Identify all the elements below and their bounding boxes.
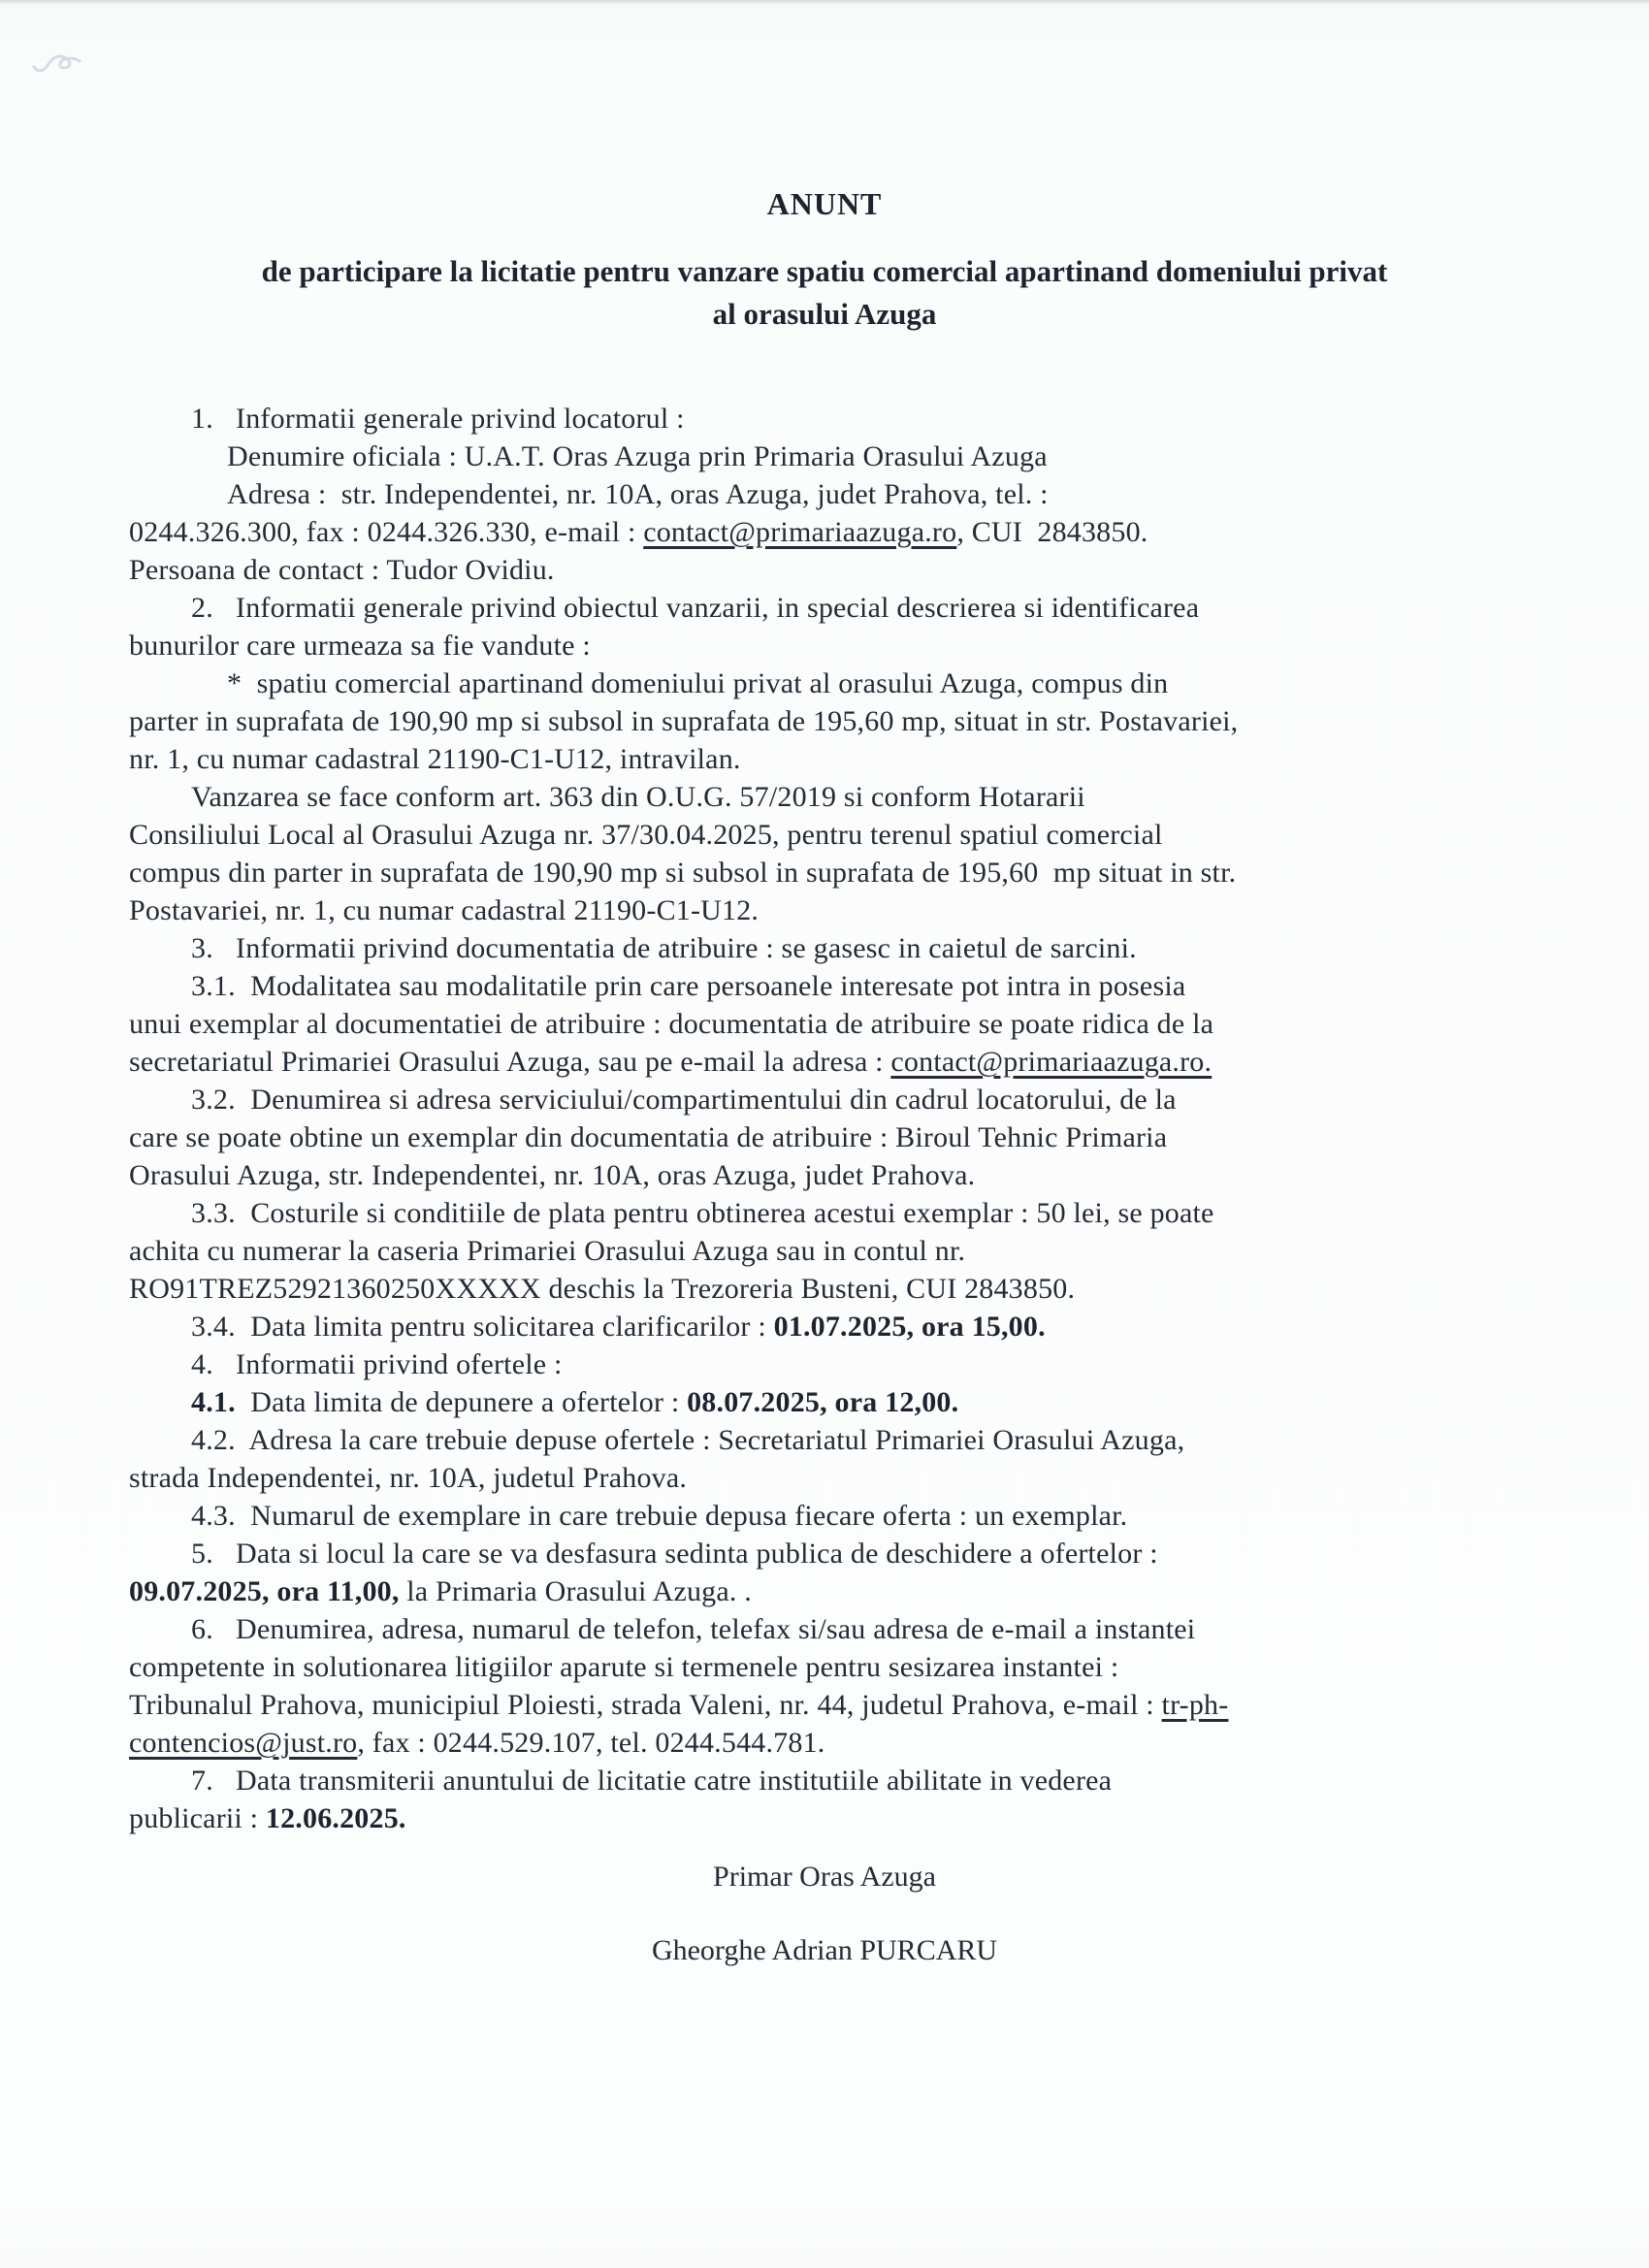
underlined-text-segment: contact@primariaazuga.ro.	[890, 1046, 1212, 1078]
text-segment: 3.3. Costurile si conditiile de plata pentru obtinerea acestui exemplar : 50 lei, se poate	[191, 1197, 1214, 1229]
text-line	[129, 1686, 1536, 1724]
text-segment: bunurilor care urmeaza sa fie vandute :	[129, 630, 591, 662]
text-segment: strada Independentei, nr. 10A, judetul Prahova.	[129, 1462, 688, 1494]
scan-top-edge-artifact	[0, 0, 1649, 5]
text-line	[129, 967, 1536, 1005]
text-line	[129, 513, 1536, 551]
text-segment: 7. Data transmiterii anuntului de licitatie catre institutiile abilitate in vederea	[191, 1765, 1113, 1797]
text-line	[129, 1194, 1536, 1232]
text-segment: RO91TREZ52921360250XXXXX deschis la Trezoreria Busteni, CUI 2843850.	[129, 1273, 1076, 1305]
text-line	[129, 437, 1536, 475]
text-segment: publicarii :	[129, 1802, 266, 1834]
text-segment: nr. 1, cu numar cadastral 21190-C1-U12, intravilan.	[129, 743, 741, 775]
text-line	[129, 1232, 1536, 1270]
text-segment: 4.2. Adresa la care trebuie depuse ofertele : Secretariatul Primariei Orasului Azuga,	[191, 1424, 1185, 1456]
text-segment: Tribunalul Prahova, municipiul Ploiesti, strada Valeni, nr. 44, judetul Prahova, e-mail :	[129, 1689, 1162, 1721]
text-line	[129, 1270, 1536, 1308]
text-segment: Data limita de depunere a ofertelor :	[235, 1386, 688, 1418]
underlined-text-segment: tr-ph-	[1161, 1689, 1229, 1721]
signature-role-line: Primar Oras Azuga	[713, 1861, 936, 1893]
underlined-text-segment: contact@primariaazuga.ro	[643, 516, 957, 548]
text-segment: compus din parter in suprafata de 190,90 mp si subsol in suprafata de 195,60 mp situat in str.	[129, 857, 1237, 889]
text-line	[129, 740, 1536, 778]
text-segment: , fax : 0244.529.107, tel. 0244.544.781.	[357, 1727, 825, 1759]
text-segment: unui exemplar al documentatiei de atribuire : documentatia de atribuire se poate ridica de la	[129, 1008, 1214, 1040]
text-segment: 12.06.2025.	[265, 1802, 406, 1834]
text-line	[129, 1043, 1536, 1081]
underlined-text-segment: contencios@just.ro	[129, 1727, 358, 1759]
text-line	[129, 1156, 1536, 1194]
text-line	[129, 854, 1536, 891]
subtitle-line-1: de participare la licitatie pentru vanzare spatiu comercial apartinand domeniului privat	[261, 254, 1388, 288]
text-line	[129, 1497, 1536, 1535]
text-segment: care se poate obtine un exemplar din documentatia de atribuire : Biroul Tehnic Primaria	[129, 1121, 1168, 1153]
text-line	[129, 1005, 1536, 1043]
subtitle-line-2: al orasului Azuga	[712, 297, 937, 331]
text-line	[129, 1383, 1536, 1421]
document-title: ANUNT	[766, 186, 883, 221]
text-line	[129, 1724, 1536, 1762]
text-segment: 09.07.2025, ora 11,00,	[129, 1575, 400, 1607]
text-line	[129, 778, 1536, 816]
text-segment: * spatiu comercial apartinand domeniului privat al orasului Azuga, compus din	[227, 667, 1169, 699]
text-segment: Orasului Azuga, str. Independentei, nr. 10A, oras Azuga, judet Prahova.	[129, 1159, 976, 1191]
text-line	[129, 1762, 1536, 1799]
text-line	[129, 1572, 1536, 1610]
text-segment: 01.07.2025, ora 15,00.	[773, 1311, 1046, 1343]
text-line	[129, 1535, 1536, 1572]
text-line	[129, 929, 1536, 967]
text-line	[129, 551, 1536, 589]
text-line	[129, 664, 1536, 702]
signature-name-line: Gheorghe Adrian PURCARU	[651, 1934, 998, 1966]
text-segment: 0244.326.300, fax : 0244.326.330, e-mail :	[129, 516, 644, 548]
text-segment: , CUI 2843850.	[956, 516, 1148, 548]
text-segment: parter in suprafata de 190,90 mp si subsol in suprafata de 195,60 mp, situat in str. Postavariei,	[129, 705, 1239, 737]
text-segment: 4.3. Numarul de exemplare in care trebuie depusa fiecare oferta : un exemplar.	[191, 1500, 1128, 1532]
text-line	[129, 702, 1536, 740]
text-segment: 3. Informatii privind documentatia de atribuire : se gasesc in caietul de sarcini.	[191, 932, 1137, 964]
text-segment: 3.1. Modalitatea sau modalitatile prin care persoanele interesate pot intra in posesia	[191, 970, 1186, 1002]
text-line	[129, 1308, 1536, 1345]
text-line	[129, 1610, 1536, 1648]
text-segment: Vanzarea se face conform art. 363 din O.U.G. 57/2019 si conform Hotararii	[191, 781, 1085, 813]
text-line	[129, 1459, 1536, 1497]
text-segment: competente in solutionarea litigiilor aparute si termenele pentru sesizarea instantei :	[129, 1651, 1119, 1683]
text-segment: 3.2. Denumirea si adresa serviciului/compartimentului din cadrul locatorului, de la	[191, 1084, 1177, 1116]
pen-scribble-mark-icon	[31, 47, 83, 80]
text-segment: 08.07.2025, ora 12,00.	[687, 1386, 959, 1418]
text-segment: 4. Informatii privind ofertele :	[191, 1348, 563, 1380]
text-line	[129, 1081, 1536, 1118]
text-line	[129, 589, 1536, 627]
text-line	[129, 627, 1536, 664]
text-segment: Adresa : str. Independentei, nr. 10A, oras Azuga, judet Prahova, tel. :	[227, 478, 1049, 510]
text-segment: Persoana de contact : Tudor Ovidiu.	[129, 554, 555, 586]
text-line	[129, 891, 1536, 929]
text-segment: secretariatul Primariei Orasului Azuga, sau pe e-mail la adresa :	[129, 1046, 891, 1078]
text-segment: 2. Informatii generale privind obiectul vanzarii, in special descrierea si identificarea	[191, 592, 1200, 624]
text-line	[129, 1345, 1536, 1383]
text-segment: la Primaria Orasului Azuga. .	[399, 1575, 752, 1607]
document-body	[129, 400, 1536, 1837]
text-segment: 4.1.	[191, 1386, 236, 1418]
text-segment: 1. Informatii generale privind locatorul :	[191, 403, 685, 435]
text-line	[129, 1648, 1536, 1686]
text-segment: achita cu numerar la caseria Primariei Orasului Azuga sau in contul nr.	[129, 1235, 966, 1267]
text-segment: 5. Data si locul la care se va desfasura sedinta publica de deschidere a ofertelor :	[191, 1538, 1158, 1570]
text-segment: 6. Denumirea, adresa, numarul de telefon, telefax si/sau adresa de e-mail a instantei	[191, 1613, 1196, 1645]
text-segment: Consiliului Local al Orasului Azuga nr. 37/30.04.2025, pentru terenul spatiul comercial	[129, 819, 1163, 851]
document-subtitle	[107, 250, 1542, 336]
text-line	[129, 400, 1536, 437]
text-line	[129, 1118, 1536, 1156]
text-line	[129, 1421, 1536, 1459]
text-line	[129, 1799, 1536, 1837]
text-segment: Denumire oficiala : U.A.T. Oras Azuga prin Primaria Orasului Azuga	[227, 440, 1048, 472]
text-line	[129, 816, 1536, 854]
text-segment: Postavariei, nr. 1, cu numar cadastral 21190-C1-U12.	[129, 894, 760, 926]
text-line	[129, 475, 1536, 513]
text-segment: 3.4. Data limita pentru solicitarea clarificarilor :	[191, 1311, 774, 1343]
